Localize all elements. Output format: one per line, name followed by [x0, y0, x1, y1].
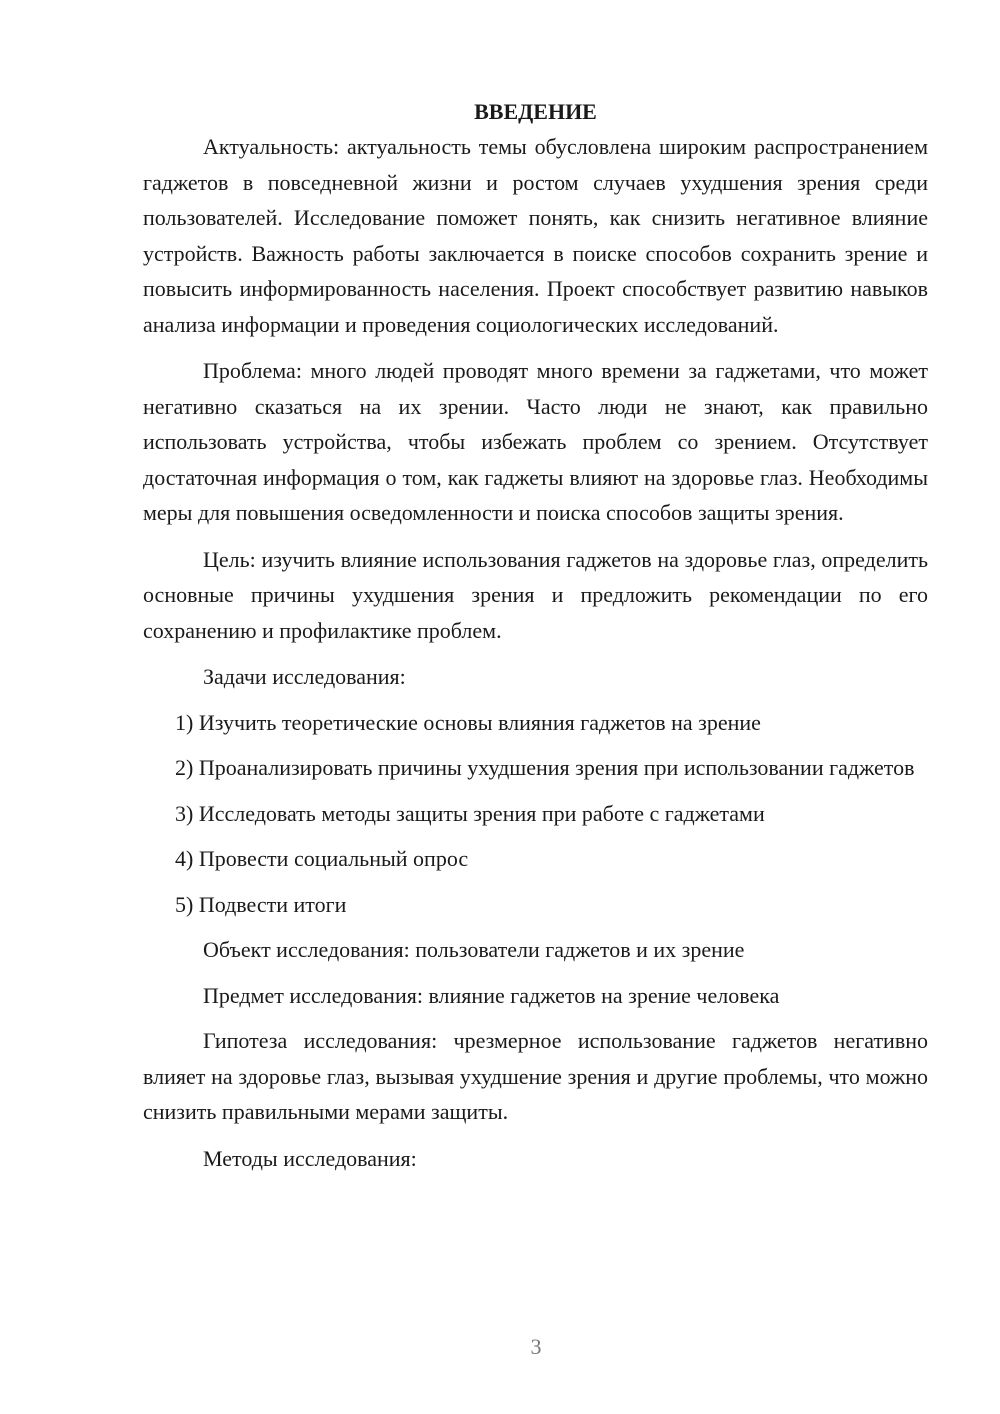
methods-heading: Методы исследования:	[203, 1145, 417, 1171]
task-item: 2) Проанализировать причины ухудшения зрения при использовании гаджетов	[175, 755, 915, 780]
relevance-paragraph: Актуальность: актуальность темы обусловлена широким распространением гаджетов в повседневной жизни и ростом случаев ухудшения зрения среди пользователей. Исследование поможет понять, как снизить негативное влияние устройств. Важность работы заключается в поиске способов сохранить зрение и повысить информированность населения. Проект способствует развитию навыков анализа информации и проведения социологических исследований.	[143, 134, 928, 337]
task-item: 5) Подвести итоги	[175, 891, 347, 917]
task-item: 3) Исследовать методы защиты зрения при работе с гаджетами	[175, 800, 765, 826]
subject-paragraph: Предмет исследования: влияние гаджетов на зрение человека	[203, 982, 780, 1008]
tasks-heading: Задачи исследования:	[203, 664, 406, 689]
goal-paragraph: Цель: изучить влияние использования гаджетов на здоровье глаз, определить основные причины ухудшения зрения и предложить рекомендации по его сохранению и профилактике проблем.	[143, 546, 928, 643]
page-body	[143, 94, 928, 1176]
problem-paragraph: Проблема: много людей проводят много времени за гаджетами, что может негативно сказаться на их зрении. Часто люди не знают, как правильно использовать устройства, чтобы избежать проблем со зрением. Отсутствует достаточная информация о том, как гаджеты влияют на здоровье глаз. Необходимы меры для повышения осведомленности и поиска способов защиты зрения.	[143, 358, 928, 525]
task-item: 4) Провести социальный опрос	[175, 846, 469, 871]
page-number: 3	[530, 1334, 542, 1359]
hypothesis-paragraph: Гипотеза исследования: чрезмерное использование гаджетов негативно влияет на здоровье глаз, вызывая ухудшение зрения и другие проблемы, что можно снизить правильными мерами защиты.	[143, 1028, 928, 1124]
task-item: 1) Изучить теоретические основы влияния гаджетов на зрение	[175, 709, 761, 735]
section-title: ВВЕДЕНИЕ	[474, 99, 597, 124]
object-paragraph: Объект исследования: пользователи гаджетов и их зрение	[203, 937, 745, 962]
